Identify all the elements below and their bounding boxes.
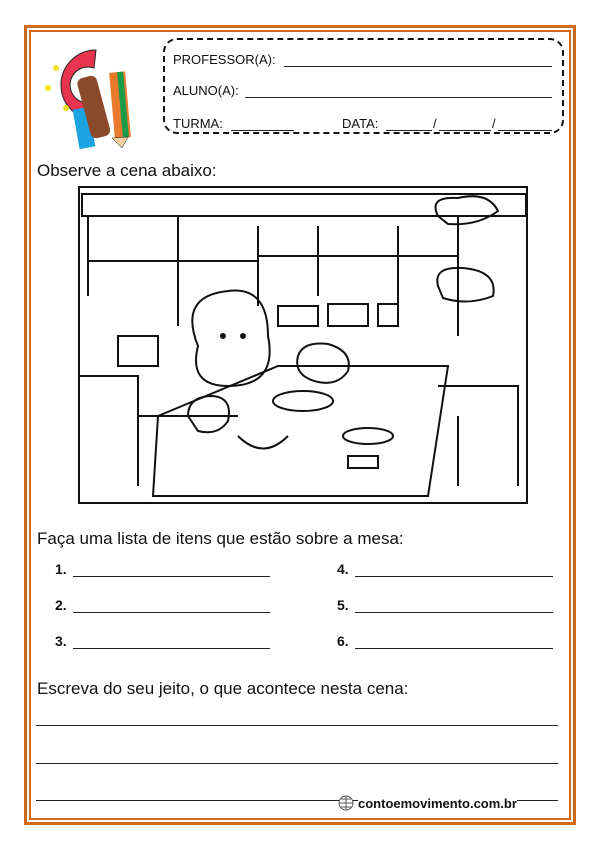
list-answer-field[interactable] [355,612,553,613]
footer [338,795,517,811]
list-number: 4. [337,561,349,577]
professor-field[interactable] [284,66,552,67]
list-heading: Faça uma lista de itens que estão sobre a mesa: [37,529,404,548]
list-answer-field[interactable] [73,648,270,649]
list-number: 1. [55,561,67,577]
scene-illustration [78,186,528,504]
aluno-label: ALUNO(A): [173,83,239,98]
list-number: 3. [55,633,67,649]
writing-line[interactable] [36,725,558,726]
list-answer-field[interactable] [73,576,270,577]
list-number: 2. [55,597,67,613]
writing-line[interactable] [36,763,558,764]
list-answer-field[interactable] [73,612,270,613]
date-month-field[interactable] [439,130,491,131]
turma-label: TURMA: [173,116,223,131]
date-separator: / [433,116,437,131]
write-heading: Escreva do seu jeito, o que acontece nesta cena: [37,679,409,698]
turma-field[interactable] [231,130,294,131]
globe-icon [338,795,354,811]
logo [36,38,148,150]
aluno-field[interactable] [245,97,552,98]
data-label: DATA: [342,116,379,131]
professor-label: PROFESSOR(A): [173,52,276,67]
observe-heading: Observe a cena abaixo: [37,161,217,180]
date-day-field[interactable] [386,130,432,131]
footer-site: contoemovimento.com.br [358,795,517,811]
list-number: 5. [337,597,349,613]
list-number: 6. [337,633,349,649]
date-year-field[interactable] [498,130,552,131]
list-answer-field[interactable] [355,576,553,577]
list-answer-field[interactable] [355,648,553,649]
date-separator: / [492,116,496,131]
